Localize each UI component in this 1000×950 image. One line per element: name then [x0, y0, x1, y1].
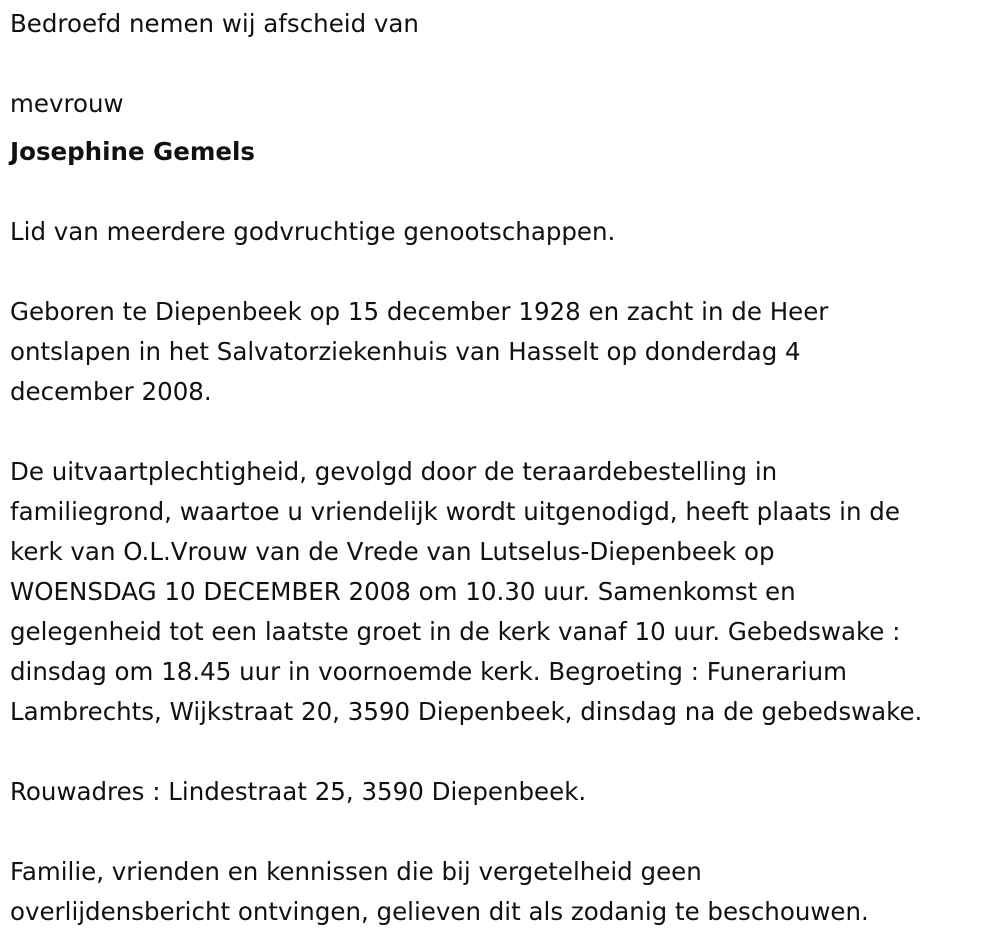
obituary-notice: [10, 4, 995, 932]
spacer: [10, 812, 995, 852]
spacer: [10, 172, 995, 212]
funeral-line: kerk van O.L.Vrouw van de Vrede van Lutselus-Diepenbeek op: [10, 537, 775, 566]
spacer: [10, 252, 995, 292]
mourning-address: Rouwadres : Lindestraat 25, 3590 Diepenbeek.: [10, 777, 587, 806]
birth-death-line: Geboren te Diepenbeek op 15 december 1928 en zacht in de Heer: [10, 297, 829, 326]
funeral-line: gelegenheid tot een laatste groet in de kerk vanaf 10 uur. Gebedswake :: [10, 617, 901, 646]
funeral-line: dinsdag om 18.45 uur in voornoemde kerk. Begroeting : Funerarium: [10, 657, 847, 686]
spacer: [10, 44, 995, 84]
intro-text: Bedroefd nemen wij afscheid van: [10, 9, 419, 38]
closing-line: Familie, vrienden en kennissen die bij vergetelheid geen: [10, 857, 702, 886]
funeral-line: familiegrond, waartoe u vriendelijk wordt uitgenodigd, heeft plaats in de: [10, 497, 900, 526]
spacer: [10, 124, 995, 132]
funeral-line: Lambrechts, Wijkstraat 20, 3590 Diepenbeek, dinsdag na de gebedswake.: [10, 697, 923, 726]
birth-death-line: ontslapen in het Salvatorziekenhuis van Hasselt op donderdag 4: [10, 337, 801, 366]
funeral-line: WOENSDAG 10 DECEMBER 2008 om 10.30 uur. Samenkomst en: [10, 577, 796, 606]
membership-text: Lid van meerdere godvruchtige genootschappen.: [10, 217, 616, 246]
closing-line: overlijdensbericht ontvingen, gelieven dit als zodanig te beschouwen.: [10, 897, 869, 926]
title-prefix: mevrouw: [10, 89, 124, 118]
spacer: [10, 412, 995, 452]
birth-death-line: december 2008.: [10, 377, 212, 406]
spacer: [10, 732, 995, 772]
funeral-line: De uitvaartplechtigheid, gevolgd door de teraardebestelling in: [10, 457, 778, 486]
deceased-name: Josephine Gemels: [10, 137, 255, 166]
